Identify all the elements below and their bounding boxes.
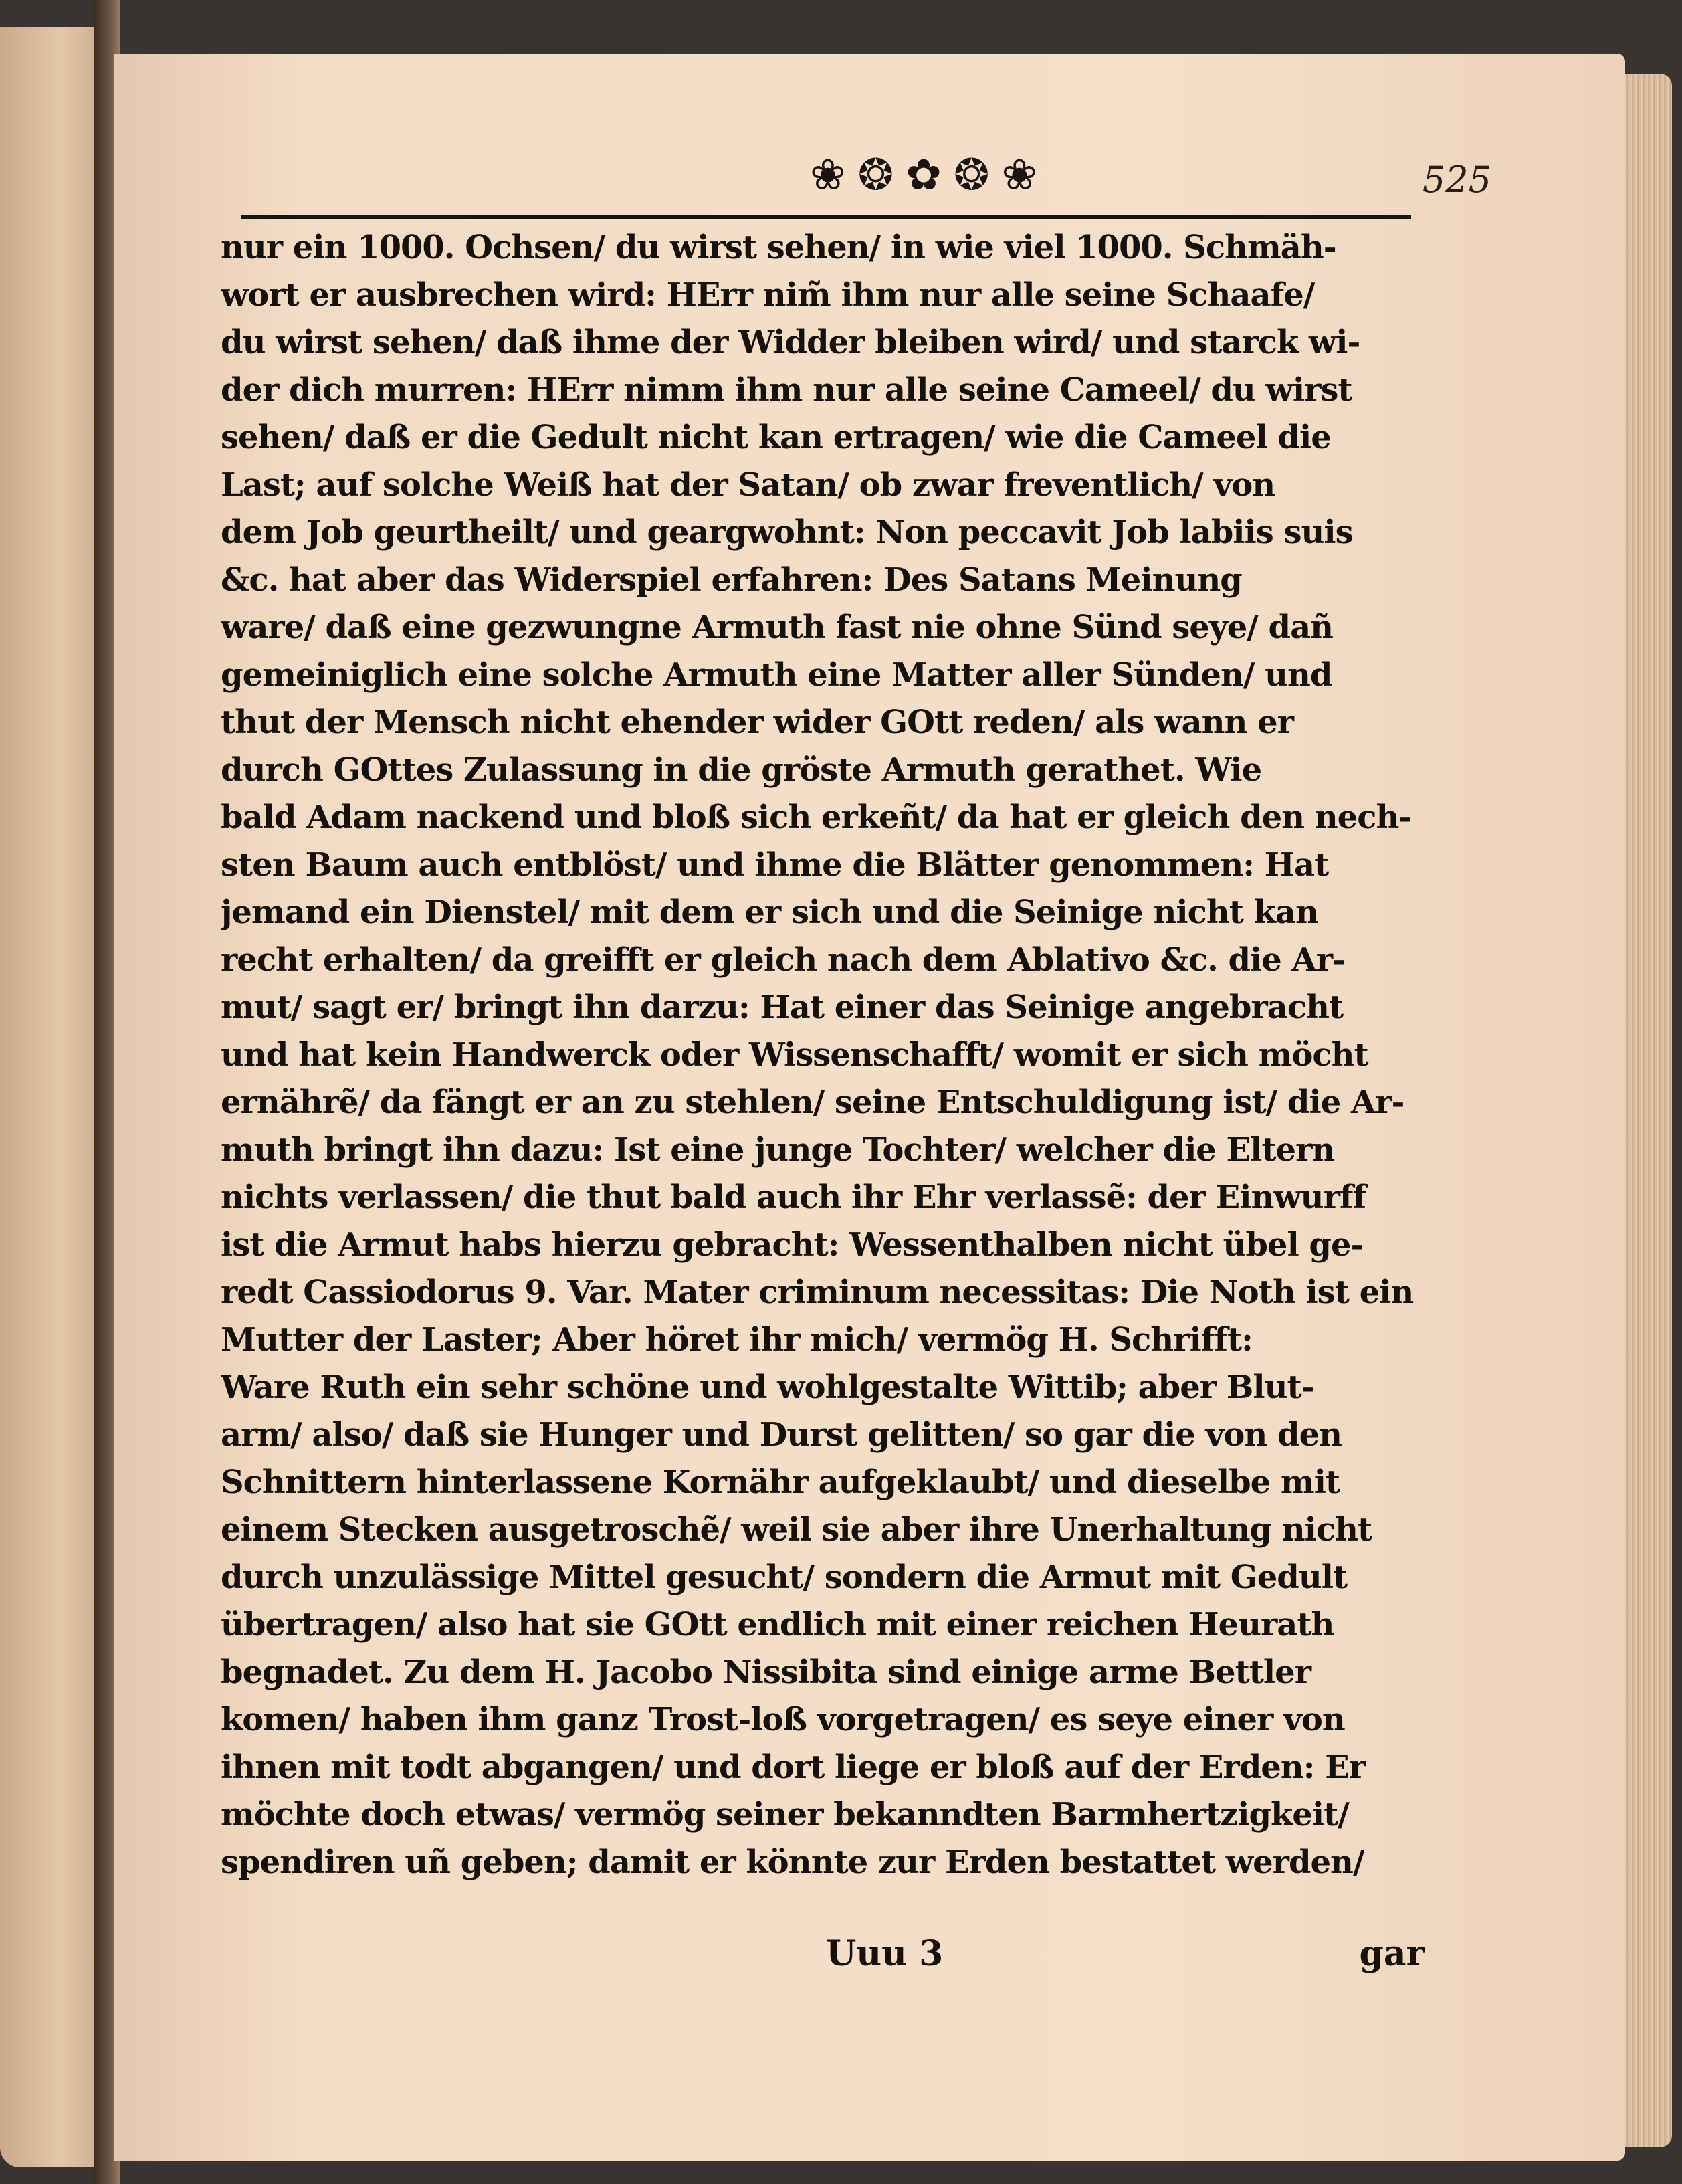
text-line: muth bringt ihn dazu: Ist eine junge Tochter/ welcher die Eltern <box>221 1131 1335 1169</box>
text-line: der dich murren: HErr nimm ihm nur alle seine Cameel/ du wirst <box>221 371 1352 409</box>
text-line: übertragen/ also hat sie GOtt endlich mit einer reichen Heurath <box>221 1606 1334 1644</box>
header-rule <box>241 215 1411 219</box>
text-line: sten Baum auch entblöst/ und ihme die Blätter genommen: Hat <box>221 846 1329 884</box>
signature-mark: Uuu 3 <box>826 1933 944 1974</box>
text-line: einem Stecken ausgetroschẽ/ weil sie aber ihre Unerhaltung nicht <box>221 1511 1372 1549</box>
facing-page-edge <box>0 27 100 2167</box>
text-line: möchte doch etwas/ vermög seiner bekanndten Barmhertzigkeit/ <box>221 1796 1349 1833</box>
text-line: nichts verlassen/ die thut bald auch ihr Ehr verlassẽ: der Einwurff <box>221 1179 1366 1216</box>
text-line: komen/ haben ihm ganz Trost-loß vorgetragen/ es seye einer von <box>221 1701 1345 1739</box>
text-line: du wirst sehen/ daß ihme der Widder bleiben wird/ und starck wi- <box>221 324 1360 361</box>
text-line: Mutter der Laster; Aber höret ihr mich/ vermög H. Schrifft: <box>221 1321 1253 1359</box>
text-line: sehen/ daß er die Gedult nicht kan ertragen/ wie die Cameel die <box>221 419 1331 456</box>
text-line: und hat kein Handwerck oder Wissenschafft/ womit er sich möcht <box>221 1036 1368 1074</box>
text-line: spendiren uñ geben; damit er könnte zur Erden bestattet werden/ <box>221 1844 1364 1881</box>
text-line: durch unzulässige Mittel gesucht/ sondern die Armut mit Gedult <box>221 1559 1348 1596</box>
page-edges <box>1618 74 1672 2147</box>
text-line: ernährẽ/ da fängt er an zu stehlen/ seine Entschuldigung ist/ die Ar- <box>221 1084 1404 1121</box>
page-footer <box>221 1933 1425 1980</box>
page-number: 525 <box>1422 159 1491 201</box>
header-ornament: ❀❂✿❂❀ <box>809 151 1050 200</box>
text-line: begnadet. Zu dem H. Jacobo Nissibita sind einige arme Bettler <box>221 1654 1311 1691</box>
text-line: Last; auf solche Weiß hat der Satan/ ob zwar freventlich/ von <box>221 466 1275 504</box>
text-line: redt Cassiodorus 9. Var. Mater criminum necessitas: Die Noth ist ein <box>221 1274 1414 1311</box>
text-line: thut der Mensch nicht ehender wider GOtt reden/ als wann er <box>221 704 1293 741</box>
text-line: &c. hat aber das Widerspiel erfahren: Des Satans Meinung <box>221 561 1242 599</box>
text-line: gemeiniglich eine solche Armuth eine Matter aller Sünden/ und <box>221 656 1332 694</box>
text-line: Ware Ruth ein sehr schöne und wohlgestalte Wittib; aber Blut- <box>221 1369 1314 1406</box>
text-line: nur ein 1000. Ochsen/ du wirst sehen/ in wie viel 1000. Schmäh- <box>221 229 1336 266</box>
text-line: ist die Armut habs hierzu gebracht: Wessenthalben nicht übel ge- <box>221 1226 1364 1264</box>
text-line: durch GOttes Zulassung in die gröste Armuth gerathet. Wie <box>221 751 1262 789</box>
body-text <box>221 224 1425 1886</box>
text-line: wort er ausbrechen wird: HErr nim̃ ihm nur alle seine Schaafe/ <box>221 276 1315 314</box>
text-line: bald Adam nackend und bloß sich erkeñt/ da hat er gleich den nech- <box>221 799 1412 836</box>
page-header <box>221 144 1491 217</box>
text-line: recht erhalten/ da greifft er gleich nach dem Ablativo &c. die Ar- <box>221 941 1345 979</box>
text-line: arm/ also/ daß sie Hunger und Durst gelitten/ so gar die von den <box>221 1416 1342 1454</box>
text-line: mut/ sagt er/ bringt ihn darzu: Hat einer das Seinige angebracht <box>221 989 1344 1026</box>
catchword: gar <box>1359 1933 1425 1974</box>
text-line: dem Job geurtheilt/ und geargwohnt: Non peccavit Job labiis suis <box>221 514 1353 551</box>
text-line: ware/ daß eine gezwungne Armuth fast nie ohne Sünd seye/ dañ <box>221 609 1334 646</box>
text-line: jemand ein Dienstel/ mit dem er sich und die Seinige nicht kan <box>221 894 1318 931</box>
text-line: Schnittern hinterlassene Kornähr aufgeklaubt/ und dieselbe mit <box>221 1464 1340 1501</box>
text-line: ihnen mit todt abgangen/ und dort liege er bloß auf der Erden: Er <box>221 1749 1365 1786</box>
